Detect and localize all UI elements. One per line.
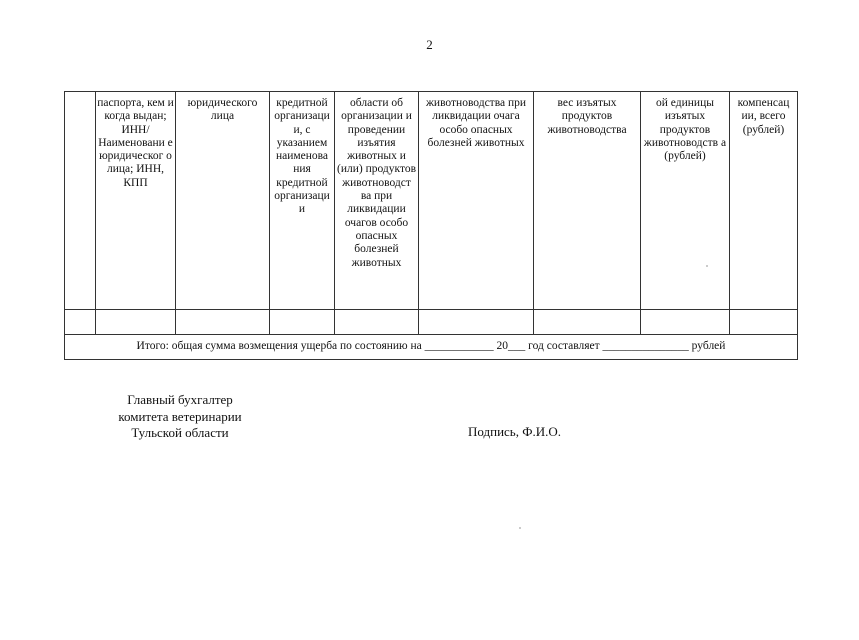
signature-label: Подпись, Ф.И.О. [468,424,562,439]
signatory-line: комитета ветеринарии [118,408,242,424]
header-cell: юридического лица [176,92,270,310]
header-cell: ой единицы изъятых продуктов животноводств а (рублей) [641,92,730,310]
header-cell: животноводства при ликвидации очага особо опасных болезней животных [419,92,534,310]
header-cell [65,92,96,310]
table-cell [270,310,335,335]
header-cell: кредитной организаци и, с указанием наименова ния кредитной организаци и [270,92,335,310]
table-cell [730,310,798,335]
table-cell [641,310,730,335]
compensation-table [64,91,798,360]
signatory-line: Главный бухгалтер [127,392,233,407]
page-number: 2 [426,37,433,52]
signatory-position [100,392,260,442]
header-cell: паспорта, кем и когда выдан; ИНН/ Наименовани е юридическог о лица; ИНН, КПП [96,92,176,310]
table-header-row [65,92,798,310]
scan-speck [706,265,708,267]
table-cell [65,310,96,335]
table-cell [96,310,176,335]
table-cell [534,310,641,335]
total-text: Итого: общая сумма возмещения ущерба по состоянию на ____________ 20___ год составляет _______________ рублей [65,335,798,360]
header-cell: вес изъятых продуктов животноводства [534,92,641,310]
signatory-line: Тульской области [131,425,229,440]
header-cell: области об организации и проведении изъятия животных и (или) продуктов животноводст ва при ликвидации очагов особо опасных болезней животных [335,92,419,310]
header-cell: компенсац ии, всего (рублей) [730,92,798,310]
table-total-row [65,335,798,360]
scan-speck [519,527,521,529]
table-row-empty [65,310,798,335]
table-cell [419,310,534,335]
table-cell [176,310,270,335]
table-cell [335,310,419,335]
